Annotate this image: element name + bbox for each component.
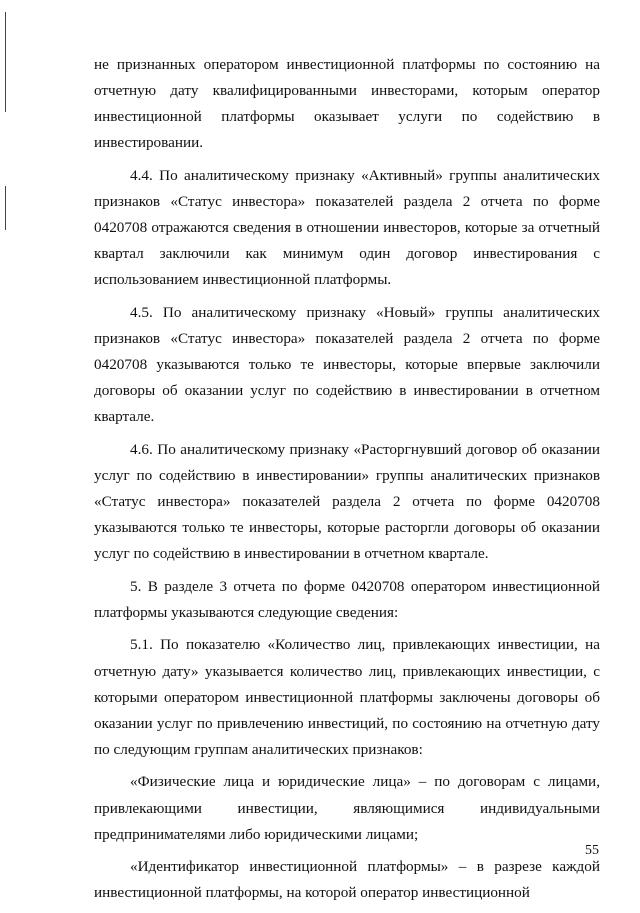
paragraph-5: 5. В разделе 3 отчета по форме 0420708 оператором инвестиционной платформы указываются следующие сведения:	[94, 577, 600, 621]
paragraph-4-5: 4.5. По аналитическому признаку «Новый» группы аналитических признаков «Статус инвестора» показателей раздела 2 отчета по форме 0420708 указываются только те инвесторы, которые впервые заключили договоры об оказании услуг по содействию в инвестировании в отчетном квартале.	[94, 303, 600, 426]
scan-margin-line	[5, 186, 6, 230]
paragraph-platform-identifier: «Идентификатор инвестиционной платформы» – в разрезе каждой инвестиционной платформы, на которой оператор инвестиционной	[94, 858, 600, 902]
paragraph-5-1: 5.1. По показателю «Количество лиц, привлекающих инвестиции, на отчетную дату» указывается количество лиц, привлекающих инвестиции, с которыми оператором инвестиционной платформы заключены договоры об оказании услуг по привлечению инвестиций, по состоянию на отчетную дату по следующим группам аналитических признаков:	[94, 636, 600, 758]
paragraph-individuals-and-entities: «Физические лица и юридические лица» – по договорам с лицами, привлекающими инвестиции, являющимися индивидуальными предпринимателями либо юридическими лицами;	[94, 773, 600, 843]
page-number: 55	[585, 843, 599, 858]
paragraph-continuation: не признанных оператором инвестиционной платформы по состоянию на отчетную дату квалифицированными инвесторами, которым оператор инвестиционной платформы оказывает услуги по содействию в инвестировании.	[94, 56, 600, 152]
paragraph-4-4: 4.4. По аналитическому признаку «Активный» группы аналитических признаков «Статус инвестора» показателей раздела 2 отчета по форме 0420708 отражаются сведения в отношении инвесторов, которые за отчетный квартал заключили как минимум один договор инвестирования с использованием инвестиционной платформы.	[94, 166, 600, 289]
scan-margin-line	[5, 12, 6, 112]
paragraph-4-6: 4.6. По аналитическому признаку «Расторгнувший договор об оказании услуг по содействию в инвестировании» группы аналитических признаков «Статус инвестора» показателей раздела 2 отчета по форме 0420708 указываются только те инвесторы, которые расторгли договоры об оказании услуг по содействию в инвестировании в отчетном квартале.	[94, 440, 600, 563]
document-body	[94, 52, 600, 913]
